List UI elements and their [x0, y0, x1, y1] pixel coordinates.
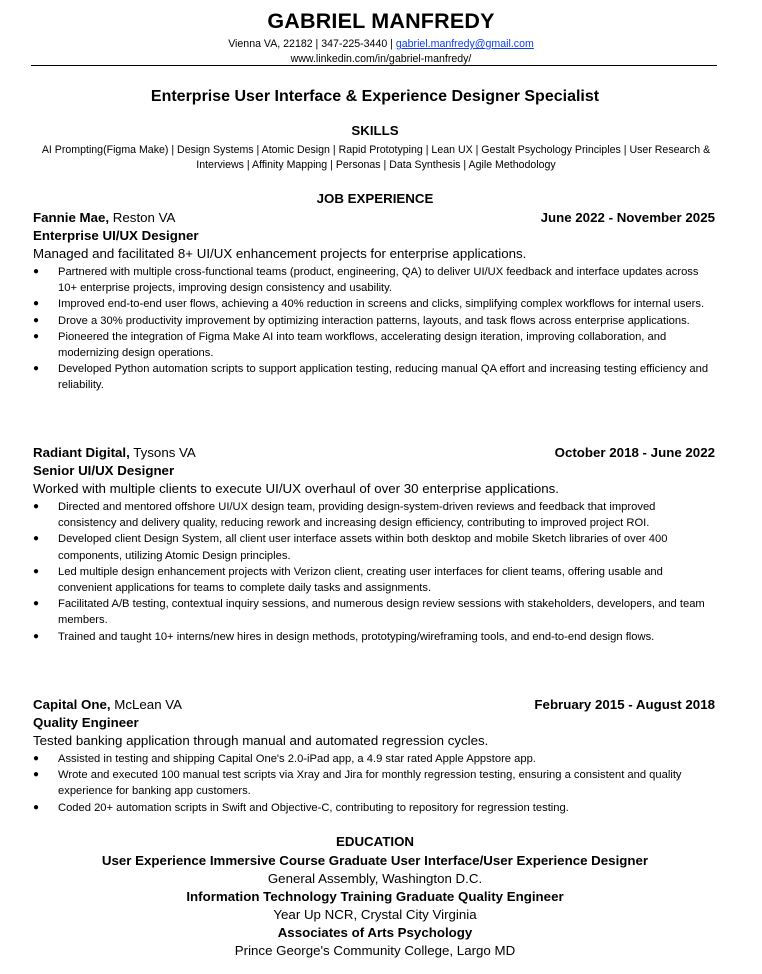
list-item: ● Coded 20+ automation scripts in Swift and Objective-C, contributing to repository for regression testing.	[33, 800, 715, 816]
company-name: Capital One,	[33, 697, 111, 712]
bullet-icon: ●	[33, 314, 40, 326]
degree: Information Technology Training Graduate Quality Engineer	[186, 889, 564, 904]
linkedin-url: www.linkedin.com/in/gabriel-manfredy/	[290, 53, 472, 65]
experience-heading: JOB EXPERIENCE	[316, 191, 434, 206]
job-role: Enterprise UI/UX Designer	[33, 228, 199, 243]
school: Year Up NCR, Crystal City Virginia	[273, 907, 477, 922]
education-list	[0, 852, 750, 960]
list-item: ● Trained and taught 10+ interns/new hires in design methods, prototyping/wireframing tools, and end-to-end design flows.	[33, 629, 715, 645]
job-summary: Worked with multiple clients to execute UI/UX overhaul of over 30 enterprise applications.	[33, 481, 559, 496]
education-heading: EDUCATION	[335, 834, 415, 849]
list-item: ● Assisted in testing and shipping Capital One's 2.0-iPad app, a 4.9 star rated Apple Appstore app.	[33, 751, 715, 767]
resume-title: Enterprise User Interface & Experience Designer Specialist	[150, 88, 600, 105]
job-role: Quality Engineer	[33, 715, 139, 730]
job-header	[33, 444, 715, 462]
list-item: ● Directed and mentored offshore UI/UX design team, providing design-system-driven reviews and feedback that improved consistency and delivery quality, reducing rework and increasing design efficiency, contributing to improved project ROI.	[33, 501, 656, 530]
school: General Assembly, Washington D.C.	[267, 871, 483, 886]
degree: User Experience Immersive Course Graduate User Interface/User Experience Designer	[101, 853, 649, 868]
bullet-icon: ●	[33, 363, 40, 375]
bullet-icon: ●	[33, 501, 40, 512]
address-phone: Vienna VA, 22182 | 347-225-3440 |	[228, 38, 396, 50]
company-location: Tysons VA	[129, 445, 196, 460]
job-fannie-mae	[33, 209, 715, 394]
job-summary: Managed and facilitated 8+ UI/UX enhancement projects for enterprise applications.	[33, 246, 527, 261]
bullet-icon: ●	[33, 630, 40, 642]
list-item: ● Led multiple design enhancement projects with Verizon client, creating user interfaces for client teams, offering usable and convenient applications for teams to complete daily tasks and assignments.	[33, 565, 663, 595]
job-dates: June 2022 - November 2025	[540, 210, 715, 225]
skills-list: AI Prompting(Figma Make) | Design Systems | Atomic Design | Rapid Prototyping | Lean UX | Gestalt Psychology Principles | User Research & Interviews | Affinity Mapping | Personas | Data Synthesis | Agile Methodology	[41, 144, 711, 171]
job-bullets	[33, 751, 715, 816]
list-item: ● Developed Python automation scripts to support application testing, reducing manual QA effort and increasing testing efficiency and reliability.	[33, 363, 709, 392]
list-item: ● Drove a 30% productivity improvement by optimizing interaction patterns, layouts, and task flows across enterprise applications.	[33, 313, 715, 329]
header-divider	[31, 65, 717, 66]
company-location: McLean VA	[110, 697, 183, 712]
job-dates: October 2018 - June 2022	[554, 445, 715, 460]
job-capital-one	[33, 696, 715, 816]
job-radiant-digital	[33, 444, 715, 645]
list-item: ● Facilitated A/B testing, contextual inquiry sessions, and numerous design review sessions with stakeholders, developers, and team members.	[33, 598, 705, 627]
school: Prince George's Community College, Largo MD	[234, 943, 516, 958]
job-summary: Tested banking application through manual and automated regression cycles.	[33, 733, 489, 748]
email-link[interactable]: gabriel.manfredy@gmail.com	[395, 38, 534, 50]
job-role: Senior UI/UX Designer	[33, 463, 175, 478]
bullet-icon: ●	[33, 266, 40, 277]
contact-block	[0, 37, 762, 67]
bullet-icon: ●	[33, 753, 40, 764]
job-bullets	[33, 499, 715, 645]
skills-heading: SKILLS	[351, 123, 399, 138]
bullet-icon: ●	[33, 769, 40, 781]
job-bullets	[33, 264, 715, 394]
company-location: Reston VA	[109, 210, 176, 225]
bullet-icon: ●	[33, 801, 40, 813]
bullet-icon: ●	[33, 598, 40, 610]
bullet-icon: ●	[33, 298, 40, 310]
bullet-icon: ●	[33, 565, 40, 577]
job-header	[33, 696, 715, 714]
bullet-icon: ●	[33, 330, 40, 342]
list-item: ● Developed client Design System, all client user interface assets within both desktop and mobile Sketch libraries of over 400 components, utilizing Atomic Design principles.	[33, 533, 668, 562]
list-item: ● Pioneered the integration of Figma Make AI into team workflows, accelerating design iteration, improving collaboration, and modernizing design operations.	[33, 330, 667, 360]
contact-line	[0, 37, 762, 52]
degree: Associates of Arts Psychology	[277, 925, 473, 940]
company-name: Fannie Mae,	[33, 210, 110, 225]
company-name: Radiant Digital,	[33, 445, 130, 460]
list-item: ● Partnered with multiple cross-functional teams (product, engineering, QA) to deliver UI/UX feedback and interface updates across 10+ enterprise projects, improving design consistency and usability.	[33, 266, 699, 295]
bullet-icon: ●	[33, 533, 40, 545]
list-item: ● Improved end-to-end user flows, achieving a 40% reduction in screens and clicks, simplifying complex workflows for internal users.	[33, 296, 715, 312]
list-item: ● Wrote and executed 100 manual test scripts via Xray and Jira for monthly regression testing, ensuring a consistent and quality experience for banking app customers.	[33, 769, 682, 798]
candidate-name: GABRIEL MANFREDY	[267, 9, 495, 33]
job-header	[33, 209, 715, 227]
job-dates: February 2015 - August 2018	[534, 697, 715, 712]
